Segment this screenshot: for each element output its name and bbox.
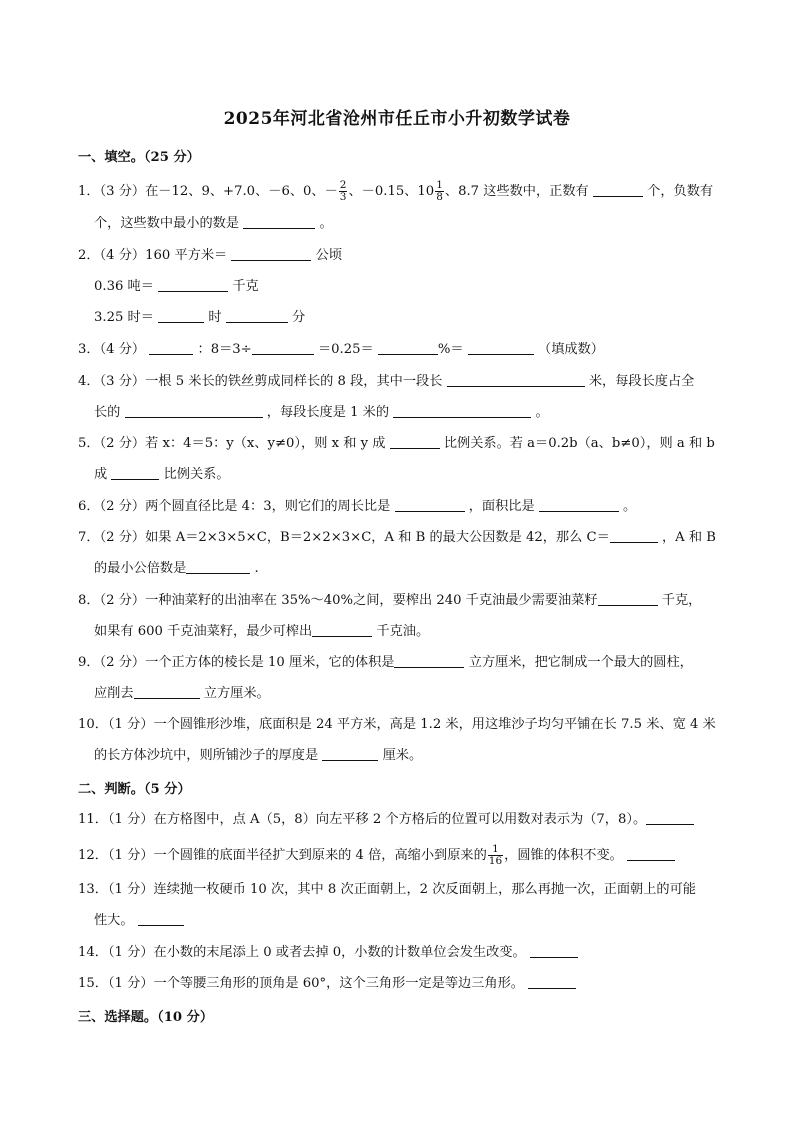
fraction: $\frac{1}{8}$ <box>436 179 443 203</box>
question-13-line-1: 13．（1 分）连续抛一枚硬币 10 次，其中 8 次正面朝上，2 次反面朝上，那么再抛一次，正面朝上的可能 <box>78 882 696 897</box>
answer-blank[interactable] <box>226 308 288 323</box>
section-heading-judge: 二、判断。（5 分） <box>78 782 191 797</box>
answer-blank[interactable] <box>134 684 200 699</box>
question-9-line-2: 应削去 立方厘米。 <box>94 686 270 701</box>
question-6: 6．（2 分）两个圆直径比是 4：3，则它们的周长比是 ，面积比是 。 <box>78 499 637 514</box>
answer-blank[interactable] <box>393 403 531 418</box>
question-13-line-2: 性大。 <box>94 911 184 931</box>
answer-blank[interactable] <box>149 340 193 355</box>
answer-blank[interactable] <box>539 497 619 512</box>
question-7-line-1: 7．（2 分）如果 A＝2×3×5×C，B＝2×2×3×C，A 和 B 的最大公因数是 42，那么 C＝ ，A 和 B <box>78 530 716 545</box>
answer-blank[interactable] <box>158 308 204 323</box>
question-3: 3．（4 分） ：8＝3÷ ＝0.25＝ %＝ （填成数） <box>78 342 604 357</box>
question-15: 15．（1 分）一个等腰三角形的顶角是 60°，这个三角形一定是等边三角形。 <box>78 974 576 994</box>
answer-blank[interactable] <box>231 246 311 261</box>
question-1-line-2: 个，这些数中最小的数是 。 <box>94 216 333 231</box>
answer-blank[interactable] <box>138 911 184 926</box>
answer-blank[interactable] <box>390 434 440 449</box>
answer-blank[interactable] <box>158 277 228 292</box>
fraction: $\frac{2}{3}$ <box>339 179 347 203</box>
question-1-line-1: 1．（3 分）在－12、9、+7.0、－6、0、－ $\frac{2}{3}$ 、－0.15、10 $\frac{1}{8}$ 、8.7 这些数中，正数有 个，负数有 <box>78 179 714 203</box>
answer-blank[interactable] <box>111 465 159 480</box>
answer-blank[interactable] <box>598 591 658 606</box>
answer-blank[interactable] <box>468 340 534 355</box>
answer-blank[interactable] <box>528 974 576 989</box>
answer-blank[interactable] <box>394 653 464 668</box>
question-11: 11．（1 分）在方格图中，点 A（5，8）向左平移 2 个方格后的位置可以用数对表示为（7，8）。 <box>78 810 694 830</box>
answer-blank[interactable] <box>395 497 465 512</box>
question-2-line-1: 2．（4 分）160 平方米＝ 公顷 <box>78 248 343 263</box>
question-14: 14．（1 分）在小数的末尾添上 0 或者去掉 0，小数的计数单位会发生改变。 <box>78 943 578 963</box>
section-heading-fill: 一、填空。（25 分） <box>78 150 200 165</box>
answer-blank[interactable] <box>186 559 250 574</box>
answer-blank[interactable] <box>646 810 694 825</box>
question-12: 12．（1 分）一个圆锥的底面半径扩大到原来的 4 倍，高缩小到原来的 $\frac{1}{16}$ ，圆锥的体积不变。 <box>78 844 675 867</box>
question-7-line-2: 的最小公倍数是 . <box>94 561 259 576</box>
answer-blank[interactable] <box>447 372 585 387</box>
answer-blank[interactable] <box>322 746 378 761</box>
answer-blank[interactable] <box>378 340 438 355</box>
question-5-line-1: 5．（2 分）若 x：4＝5：y（x、y≠0），则 x 和 y 成 比例关系。若 a＝0.2b（a、b≠0），则 a 和 b <box>78 436 715 451</box>
question-5-line-2: 成 比例关系。 <box>94 467 230 482</box>
question-4-line-2: 长的 ，每段长度是 1 米的 。 <box>94 405 549 420</box>
answer-blank[interactable] <box>627 846 675 861</box>
question-8-line-2: 如果有 600 千克油菜籽，最少可榨出 千克油。 <box>94 624 430 639</box>
answer-blank[interactable] <box>610 528 658 543</box>
question-10-line-1: 10．（1 分）一个圆锥形沙堆，底面积是 24 平方米，高是 1.2 米，用这堆沙子均匀平铺在长 7.5 米、宽 4 米 <box>78 717 716 732</box>
question-8-line-1: 8．（2 分）一种油菜籽的出油率在 35%～40%之间，要榨出 240 千克油最少需要油菜籽 千克， <box>78 593 702 608</box>
question-9-line-1: 9．（2 分）一个正方体的棱长是 10 厘米，它的体积是 立方厘米，把它制成一个最大的圆柱， <box>78 655 693 670</box>
answer-blank[interactable] <box>530 943 578 958</box>
fraction: $\frac{1}{16}$ <box>488 843 503 867</box>
answer-blank[interactable] <box>243 214 315 229</box>
question-2-line-3: 3.25 时＝ 时 分 <box>94 310 306 325</box>
answer-blank[interactable] <box>312 622 372 637</box>
answer-blank[interactable] <box>593 182 643 197</box>
answer-blank[interactable] <box>252 340 314 355</box>
question-10-line-2: 的长方体沙坑中，则所铺沙子的厚度是 厘米。 <box>94 748 423 763</box>
page-title: 2025年河北省沧州市任丘市小升初数学试卷 <box>223 109 571 129</box>
question-2-line-2: 0.36 吨＝ 千克 <box>94 279 259 294</box>
answer-blank[interactable] <box>125 403 263 418</box>
question-4-line-1: 4．（3 分）一根 5 米长的铁丝剪成同样长的 8 段，其中一段长 米，每段长度占全 <box>78 374 695 389</box>
section-heading-choice: 三、选择题。（10 分） <box>78 1010 214 1025</box>
